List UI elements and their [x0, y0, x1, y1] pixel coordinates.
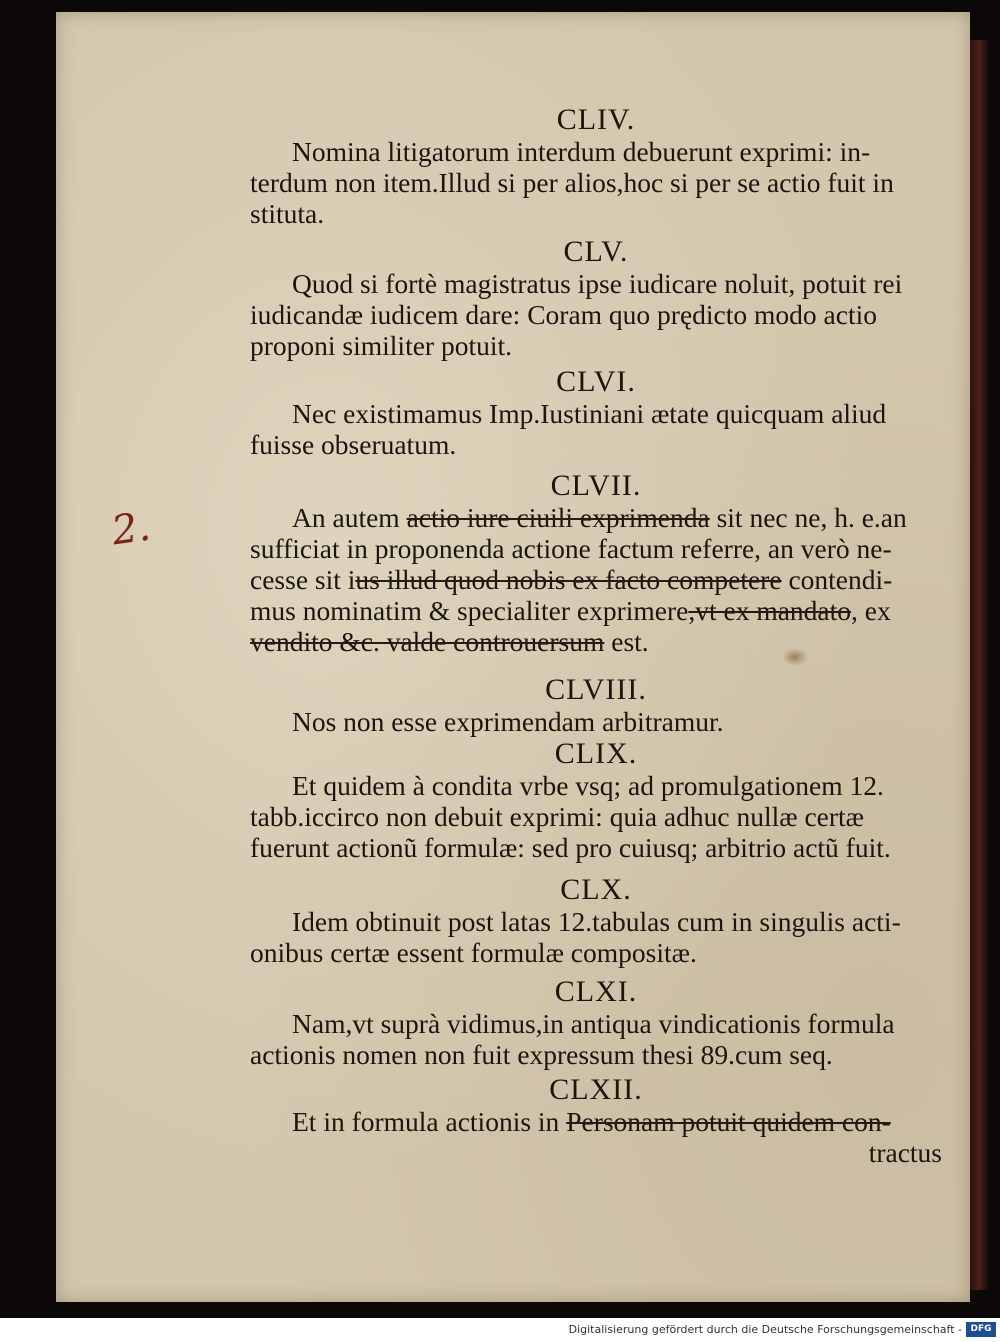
text-line — [250, 937, 942, 968]
text-segment: tabb.iccirco non debuit exprimi: quia adhuc nullæ certæ — [250, 801, 864, 832]
section-paragraph — [250, 770, 942, 863]
text-line — [250, 1008, 942, 1039]
dfg-logo: DFG — [966, 1322, 996, 1337]
section-heading: CLV. — [563, 235, 629, 268]
section-heading: CLX. — [560, 873, 632, 906]
section-heading: CLIV. — [556, 103, 636, 136]
text-line — [250, 1106, 942, 1137]
section-heading: CLVIII. — [545, 673, 647, 706]
text-segment: actionis nomen non fuit expressum thesi 89.cum seq. — [250, 1039, 833, 1070]
funding-credit: Digitalisierung gefördert durch die Deutsche Forschungsgemeinschaft - — [568, 1323, 962, 1336]
text-line — [250, 801, 942, 832]
section-heading: CLVI. — [556, 365, 636, 398]
section-heading: CLXII. — [549, 1073, 643, 1106]
text-line — [250, 502, 942, 533]
struck-text: vendito &c. valde controuersum — [250, 626, 605, 657]
text-segment: iudicandæ iudicem dare: Coram quo prędicto modo actio — [250, 299, 877, 330]
text-line — [250, 299, 942, 330]
text-line — [250, 770, 942, 801]
section-paragraph — [250, 1008, 942, 1070]
text-line — [250, 1137, 942, 1168]
text-segment: An autem — [292, 502, 407, 533]
text-line — [250, 429, 942, 460]
text-segment: sit nec ne, h. e.an — [709, 502, 907, 533]
struck-text: ,vt ex mandato — [688, 595, 852, 626]
section-paragraph — [250, 706, 942, 737]
footer-bar — [0, 1318, 1000, 1342]
text-segment: Et quidem à condita vrbe vsq; ad promulgationem 12. — [292, 770, 884, 801]
text-line — [250, 564, 942, 595]
text-line — [250, 136, 942, 167]
section-paragraph — [250, 502, 942, 657]
text-line — [250, 595, 942, 626]
text-line — [250, 268, 942, 299]
section-heading: CLVII. — [550, 469, 642, 502]
text-segment: Nos non esse exprimendam arbitramur. — [292, 706, 724, 737]
text-segment: stituta. — [250, 198, 325, 229]
section-paragraph — [250, 398, 942, 460]
text-segment: tractus — [868, 1137, 942, 1168]
section-paragraph — [250, 268, 942, 361]
section-heading: CLIX. — [554, 737, 638, 770]
text-segment: Quod si fortè magistratus ipse iudicare noluit, potuit rei — [292, 268, 903, 299]
text-line — [250, 626, 942, 657]
text-segment: terdum non item.Illud si per alios,hoc si per se actio fuit in — [250, 167, 894, 198]
text-segment: sufficiat in proponenda actione factum referre, an verò ne- — [250, 533, 892, 564]
text-segment: Et in formula actionis in — [292, 1106, 567, 1137]
text-segment: fuerunt actionũ formulæ: sed pro cuiusq; arbitrio actũ fuit. — [250, 832, 891, 863]
struck-text: us illud quod nobis ex facto competere — [355, 564, 782, 595]
text-segment: est. — [604, 626, 649, 657]
section-paragraph — [250, 906, 942, 968]
text-segment: contendi- — [781, 564, 893, 595]
text-line — [250, 398, 942, 429]
struck-text: Personam potuit quidem con- — [566, 1106, 891, 1137]
text-segment: proponi similiter potuit. — [250, 330, 513, 361]
text-line — [250, 1039, 942, 1070]
text-segment: cesse sit i — [250, 564, 356, 595]
text-segment: fuisse obseruatum. — [250, 429, 457, 460]
text-line — [250, 706, 942, 737]
ink-stain — [782, 648, 808, 666]
book-edge — [970, 40, 988, 1290]
text-segment: mus nominatim & specialiter exprimere — [250, 595, 689, 626]
margin-note: 2. — [108, 503, 154, 555]
struck-text: actio iure ciuili exprimenda — [406, 502, 710, 533]
section-paragraph — [250, 1106, 942, 1168]
text-segment: , ex — [851, 595, 891, 626]
text-segment: Idem obtinuit post latas 12.tabulas cum in singulis acti- — [292, 906, 901, 937]
text-line — [250, 832, 942, 863]
text-segment: Nomina litigatorum interdum debuerunt exprimi: in- — [292, 136, 871, 167]
text-segment: Nam,vt suprà vidimus,in antiqua vindicationis formula — [292, 1008, 895, 1039]
section-paragraph — [250, 136, 942, 229]
text-segment: onibus certæ essent formulæ compositæ. — [250, 937, 697, 968]
text-line — [250, 198, 942, 229]
text-segment: Nec existimamus Imp.Iustiniani ætate quicquam aliud — [292, 398, 887, 429]
text-line — [250, 167, 942, 198]
section-heading: CLXI. — [554, 975, 638, 1008]
text-line — [250, 533, 942, 564]
text-line — [250, 330, 942, 361]
text-line — [250, 906, 942, 937]
